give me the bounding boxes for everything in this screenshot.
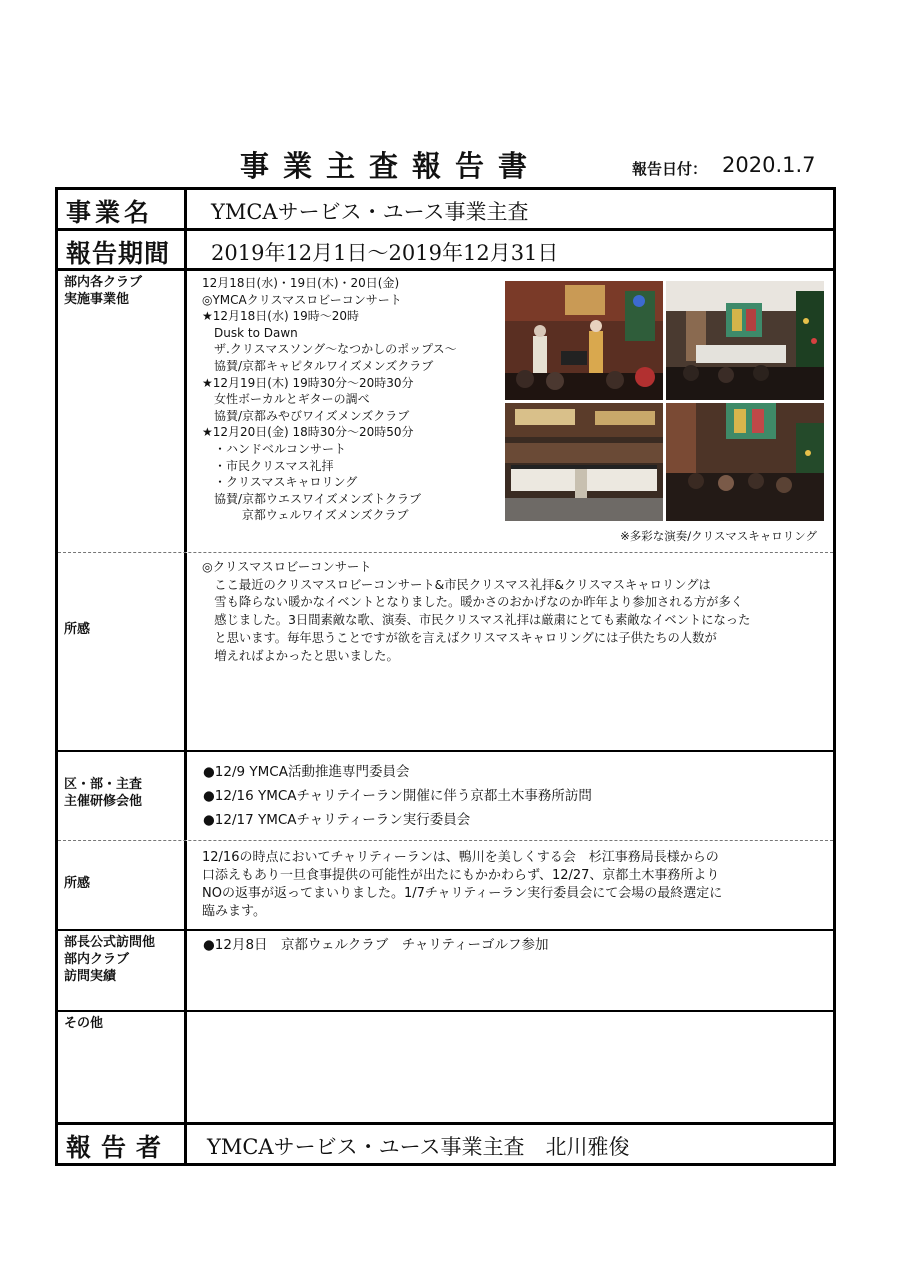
club-event-text [202, 275, 457, 524]
shokan-2-label-text: 所感 [64, 876, 91, 891]
text-line: ・クリスマスキャロリング [202, 475, 358, 490]
shokan-1-label-text: 所感 [64, 622, 91, 637]
houmon-label-line: 部長公式訪問他 [64, 935, 156, 950]
chapel-choir-photo [666, 281, 824, 400]
text-line: と思います。毎年思うことですが欲を言えばクリスマスキャロリングには子供たちの人数が [202, 630, 717, 645]
shokan-2-label [58, 841, 187, 929]
text-line: 増えればよかったと思いました。 [202, 648, 399, 663]
shokan-1-label [58, 553, 187, 750]
list-item: ●12/9 YMCA活動推進専門委員会 [203, 764, 410, 780]
text-line: ★12月19日(木) 19時30分～20時30分 [202, 375, 414, 390]
text-line: NOの返事が返ってまいりました。1/7チャリティーラン実行委員会にて会場の最終選定に [202, 886, 723, 901]
text-line: ザ.クリスマスソング～なつかしのポップス～ [202, 342, 457, 357]
kenshu-content [187, 752, 833, 840]
text-line: 雪も降らない暖かなイベントとなりました。暖かさのおかげなのか昨年より参加される方が多く [202, 595, 744, 610]
report-date-label: 報告日付： [632, 160, 708, 178]
houmon-label-line: 訪問実績 [64, 969, 117, 984]
text-line: Dusk to Dawn [202, 325, 298, 340]
row-kenshu [58, 752, 833, 840]
houmon-label [58, 931, 187, 1010]
row-sonota [58, 1012, 833, 1122]
shokan-1-content [187, 553, 833, 750]
text-line: ここ最近のクリスマスロビーコンサート&市民クリスマス礼拝&クリスマスキャロリングは [202, 577, 711, 592]
kenshu-label [58, 752, 187, 840]
church-service-photo [666, 403, 824, 521]
text-line: 感じました。3日間素敵な歌、演奏、市民クリスマス礼拝は厳粛にとても素敵なイベントになった [202, 613, 751, 628]
text-line: 臨みます。 [202, 904, 266, 919]
row-houmon [58, 931, 833, 1010]
text-line: 女性ボーカルとギターの調べ [202, 392, 370, 407]
row-reporter [58, 1125, 833, 1163]
kenshu-label-line: 主催研修会他 [64, 794, 143, 809]
row-shokan-2 [58, 841, 833, 929]
text-line: 12月18日(水)・19日(木)・20日(金) [202, 276, 400, 290]
club-content [187, 271, 833, 552]
row-shokan-1 [58, 553, 833, 750]
sonota-label: その他 [58, 1012, 187, 1122]
row-jigyo [58, 190, 833, 228]
text-line: ◎YMCAクリスマスロビーコンサート [202, 292, 402, 307]
text-line: 協賛/京都みやびワイズメンズクラブ [202, 408, 410, 423]
shokan-1-text [202, 559, 750, 665]
text-line: 12/16の時点においてチャリティーランは、鴨川を美しくする会 杉江事務局長様からの [202, 850, 719, 865]
shokan-2-text [202, 849, 722, 921]
text-line: ★12月18日(水) 19時～20時 [202, 309, 360, 324]
shokan-2-content [187, 841, 833, 929]
kenshu-label-line: 区・部・主査 [64, 777, 143, 792]
kenshu-list [203, 760, 592, 832]
club-label-line: 実施事業他 [64, 292, 130, 307]
lobby-concert-photo [505, 281, 663, 400]
jigyo-label: 事業名 [58, 190, 187, 228]
report-date-value: 2020.1.7 [722, 153, 816, 177]
photo-caption: ※多彩な演奏/クリスマスキャロリング [620, 529, 817, 543]
carol-group-photo [505, 403, 663, 521]
list-item: ●12/16 YMCAチャリテイーラン開催に伴う京都土木事務所訪問 [203, 788, 592, 804]
event-photo-collage [505, 281, 824, 521]
kenshu-label-lines [64, 776, 142, 810]
houmon-list [203, 933, 548, 957]
document-title: 事業主査報告書 [240, 149, 542, 183]
text-line: ◎クリスマスロビーコンサート [202, 560, 372, 574]
sonota-content [187, 1012, 833, 1122]
report-form [55, 187, 836, 1166]
houmon-content [187, 931, 833, 1010]
text-line: ・市民クリスマス礼拝 [202, 458, 334, 473]
reporter-label: 報告者 [58, 1125, 187, 1163]
row-kikan [58, 231, 833, 268]
text-line: 口添えもあり一旦食事提供の可能性が出たにもかかわらず、12/27、京都土木事務所より [202, 868, 720, 883]
kikan-value: 2019年12月1日～2019年12月31日 [211, 241, 559, 265]
row-club-events [58, 271, 833, 552]
text-line: ・ハンドベルコンサート [202, 441, 347, 456]
text-line: ★12月20日(金) 18時30分～20時50分 [202, 425, 414, 440]
club-label [58, 271, 187, 552]
text-line: 京都ウェルワイズメンズクラブ [202, 508, 409, 523]
text-line: 協賛/京都ウエスワイズメンズトクラブ [202, 491, 421, 506]
houmon-label-line: 部内クラブ [64, 952, 130, 967]
jigyo-value: YMCAサービス・ユース事業主査 [211, 200, 529, 224]
club-label-line: 部内各クラブ [64, 275, 143, 290]
text-line: 協賛/京都キャピタルワイズメンズクラブ [202, 358, 434, 373]
reporter-value: YMCAサービス・ユース事業主査 北川雅俊 [207, 1135, 630, 1159]
list-item: ●12/17 YMCAチャリティーラン実行委員会 [203, 812, 471, 828]
kikan-label: 報告期間 [58, 231, 187, 268]
list-item: ●12月8日 京都ウェルクラブ チャリティーゴルフ参加 [203, 937, 549, 953]
